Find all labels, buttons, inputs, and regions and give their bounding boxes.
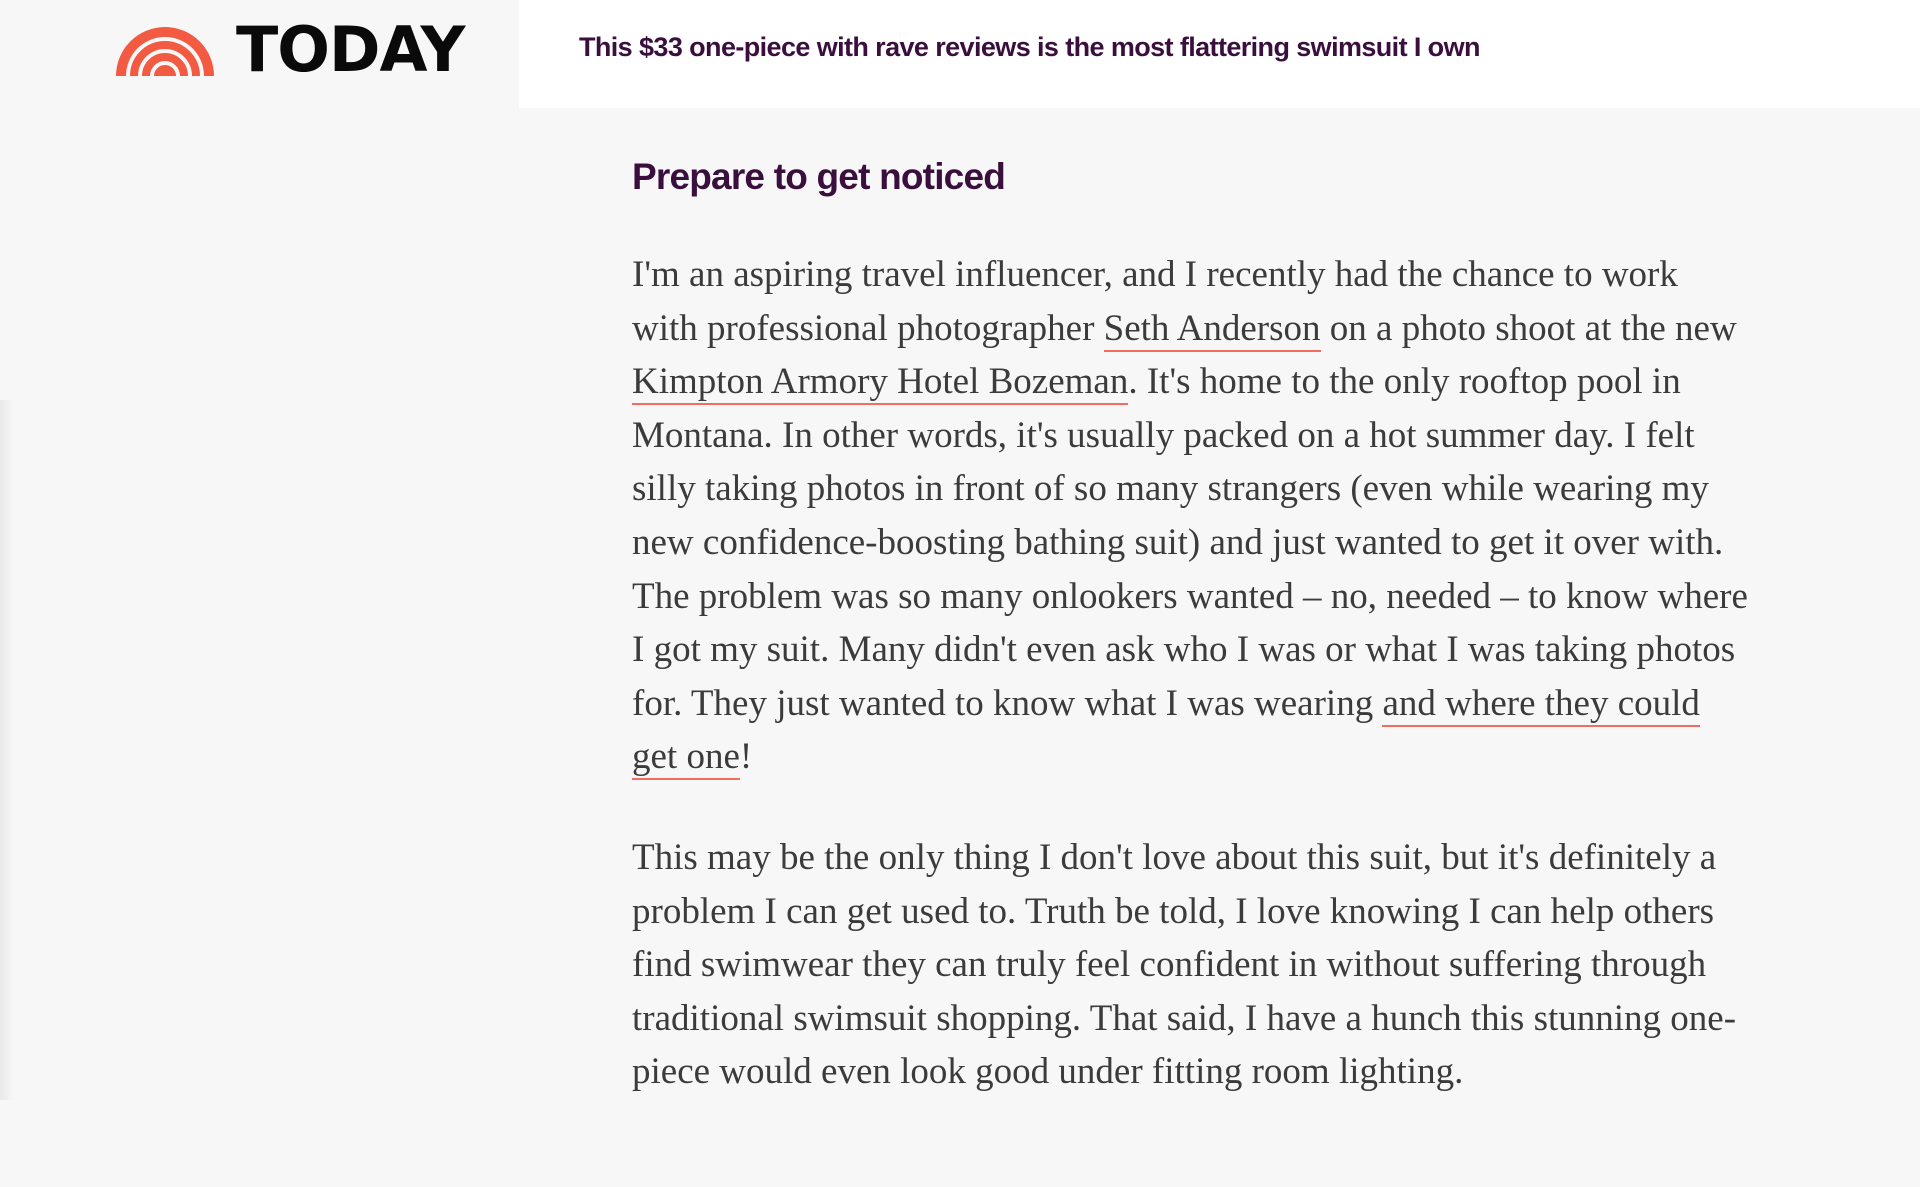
paragraph-1-text-b: on a photo shoot at the new [1320, 307, 1737, 349]
paragraph-1-text-d: ! [739, 736, 753, 778]
link-where-to-get-one[interactable]: and where they could get one [632, 683, 1700, 781]
link-kimpton-armory-hotel[interactable]: Kimpton Armory Hotel Bozeman [632, 361, 1128, 405]
today-rainbow-icon [116, 24, 214, 76]
today-wordmark: TODAY [236, 13, 465, 86]
link-seth-anderson[interactable]: Seth Anderson [1104, 308, 1321, 352]
site-header [0, 0, 1920, 108]
article-body [632, 150, 1752, 1099]
today-logo-link[interactable] [116, 13, 465, 86]
paragraph-1-text-c: . It's home to the only rooftop pool in Montana. In other words, it's usually packed on a hot summer day. I felt silly taking photos in front of so many strangers (even while wearing my new confidence-boosting bathing suit) and just wanted to get it over with. The problem was so many onlookers wanted – no, needed – to know where I got my suit. Many didn't even ask who I was or what I was taking photos for. They just wanted to know what I was wearing [632, 361, 1748, 724]
logo-area [0, 0, 519, 108]
sticky-headline-bar [519, 0, 1920, 108]
article-headline[interactable]: This $33 one-piece with rave reviews is the most flattering swimsuit I own [579, 32, 1480, 62]
section-heading: Prepare to get noticed [632, 156, 1006, 197]
paragraph-1-text-a: I'm an aspiring travel influencer, and I recently had the chance to work with professional photographer [632, 254, 1678, 349]
paragraph-2: This may be the only thing I don't love about this suit, but it's definitely a problem I can get used to. Truth be told, I love knowing I can help others find swimwear they can truly feel confident in without suffering through traditional swimsuit shopping. That said, I have a hunch this stunning one-piece would even look good under fitting room lighting. [632, 836, 1737, 1093]
left-edge-shadow [0, 400, 14, 1100]
paragraph-1 [632, 248, 1752, 784]
